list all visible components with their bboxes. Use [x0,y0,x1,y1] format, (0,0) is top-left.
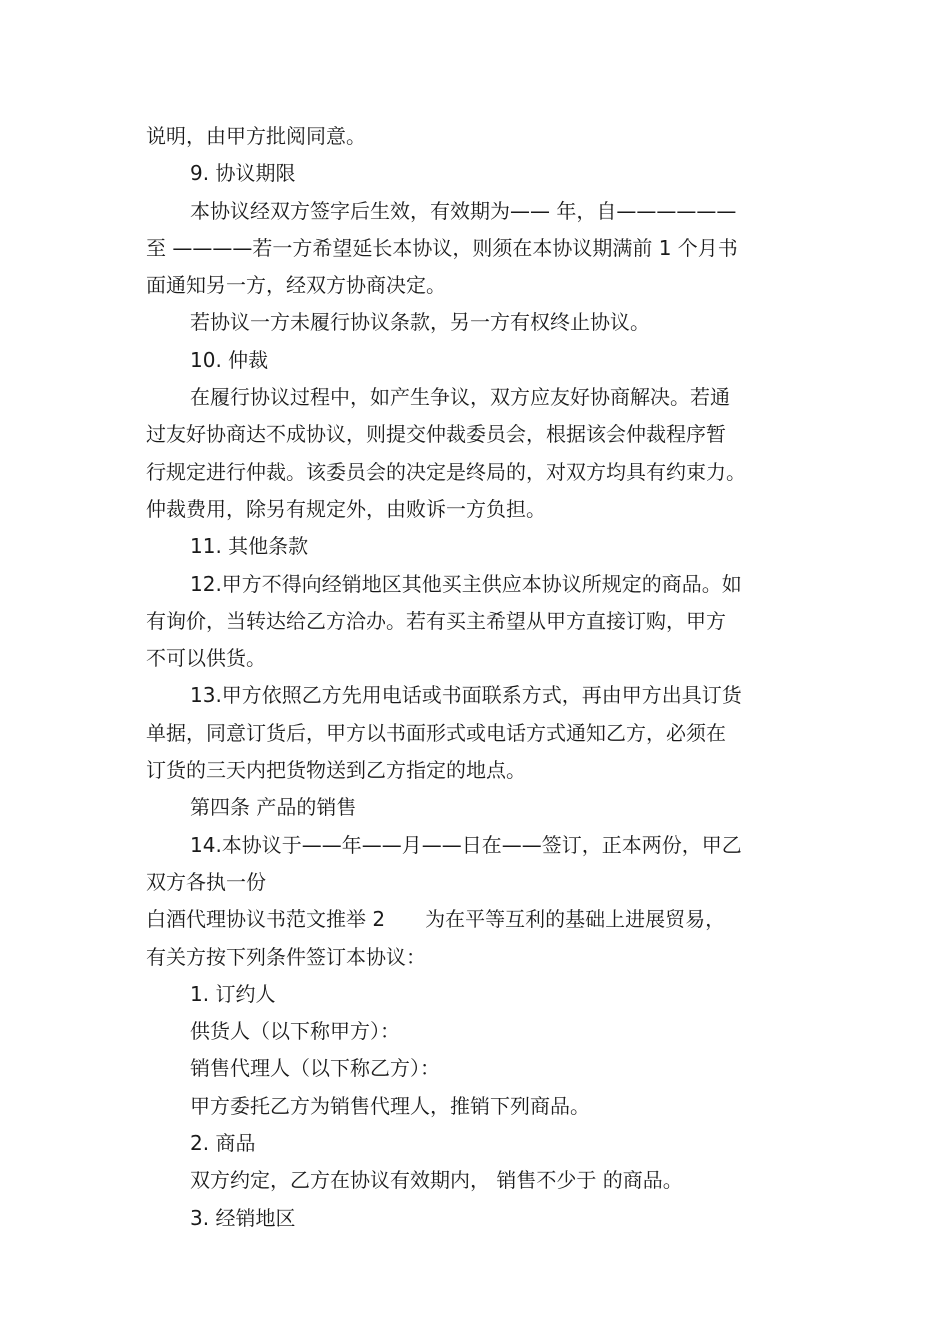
text-line: 白酒代理协议书范文推举 2 为在平等互利的基础上进展贸易， [146,907,726,932]
text-line: 10. 仲裁 [190,347,269,372]
text-line: 有关方按下列条件签订本协议： [146,944,426,969]
text-line: 1. 订约人 [190,981,276,1006]
text-line: 过友好协商达不成协议，则提交仲裁委员会，根据该会仲裁程序暂 [146,422,726,447]
text-line: 在履行协议过程中，如产生争议，双方应友好协商解决。若通 [190,385,730,410]
text-line: 不可以供货。 [146,646,266,671]
text-line: 销售代理人（以下称乙方）： [190,1056,440,1081]
text-line: 3. 经销地区 [190,1205,296,1230]
text-line: 甲方委托乙方为销售代理人，推销下列商品。 [190,1093,590,1118]
text-line: 说明，由甲方批阅同意。 [146,124,366,148]
text-line: 双方约定，乙方在协议有效期内， 销售不少于 的商品。 [190,1168,683,1193]
text-line: 2. 商品 [190,1131,256,1156]
text-line: 11. 其他条款 [190,534,309,559]
text-line: 供货人（以下称甲方）： [190,1019,400,1044]
text-line: 双方各执一份 [146,869,266,894]
text-line: 面通知另一方，经双方协商决定。 [146,273,446,298]
text-line: 订货的三天内把货物送到乙方指定的地点。 [146,758,526,783]
text-line: 行规定进行仲裁。该委员会的决定是终局的，对双方均具有约束力。 [146,459,746,484]
text-line: 本协议经双方签字后生效，有效期为—— 年，自—————— [190,198,737,223]
text-line: 13.甲方依照乙方先用电话或书面联系方式，再由甲方出具订货 [190,683,742,708]
text-line: 9. 协议期限 [190,161,296,186]
text-line: 有询价，当转达给乙方洽办。若有买主希望从甲方直接订购，甲方 [146,608,726,633]
text-line: 若协议一方未履行协议条款，另一方有权终止协议。 [190,310,650,335]
text-line: 仲裁费用，除另有规定外，由败诉一方负担。 [146,496,546,521]
text-line: 第四条 产品的销售 [190,795,357,820]
text-line: 至 ————若一方希望延长本协议，则须在本协议期满前 1 个月书 [146,235,738,260]
text-line: 14.本协议于——年——月——日在——签订，正本两份，甲乙 [190,832,742,857]
text-line: 12.甲方不得向经销地区其他买主供应本协议所规定的商品。如 [190,571,742,596]
text-line: 单据，同意订货后，甲方以书面形式或电话方式通知乙方，必须在 [146,720,726,745]
document-body [146,118,822,1237]
